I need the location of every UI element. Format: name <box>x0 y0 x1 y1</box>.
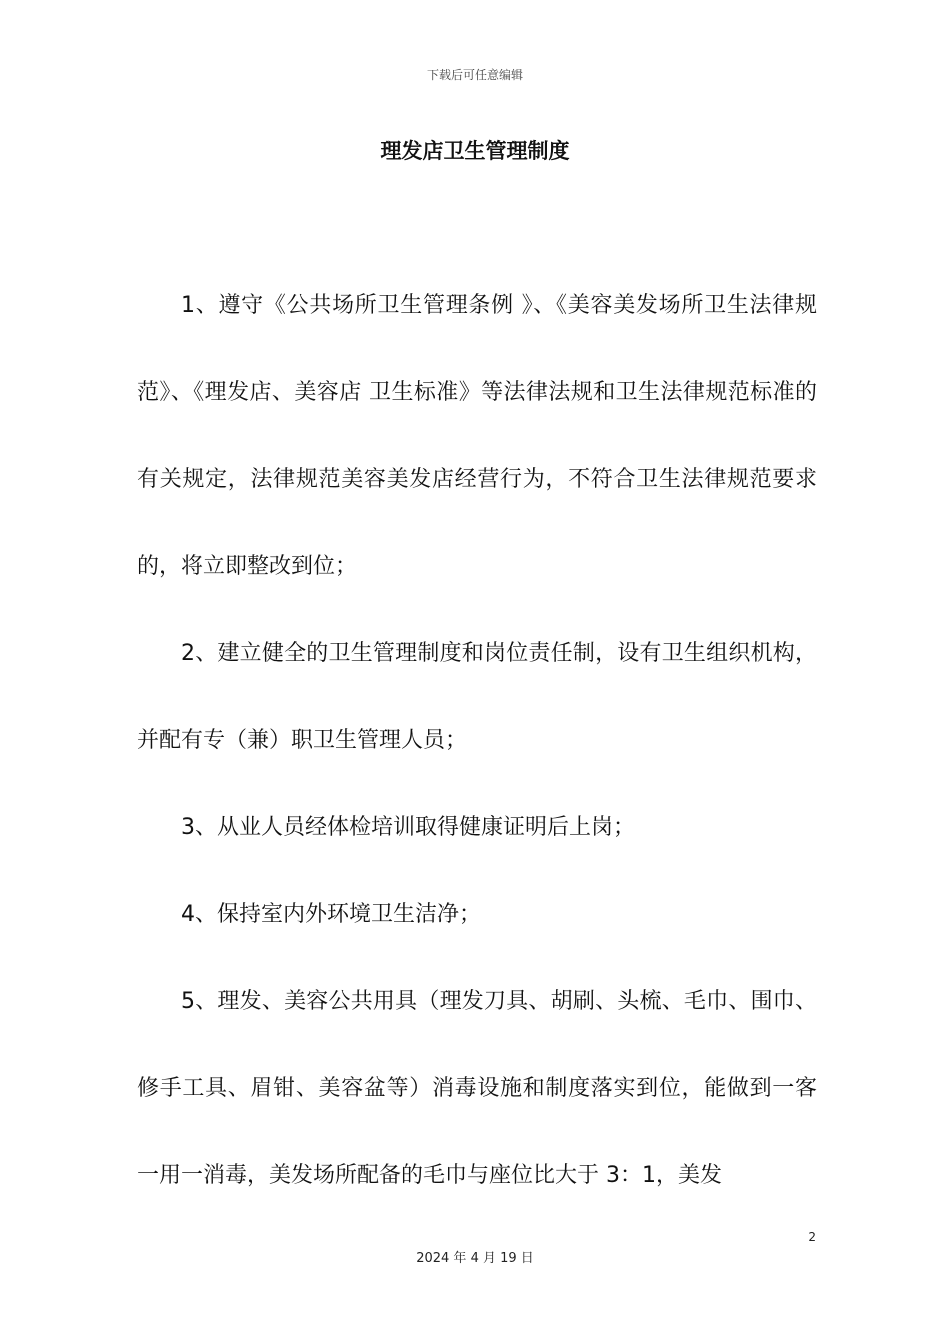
paragraph-3: 3、从业人员经体检培训取得健康证明后上岗； <box>181 815 635 840</box>
footer-date: 2024 年 4 月 19 日 <box>416 1251 534 1266</box>
document-body <box>137 262 817 1219</box>
document-title: 理发店卫生管理制度 <box>380 139 570 163</box>
paragraph-5: 5、理发、美容公共用具（理发刀具、胡刷、头梳、毛巾、围巾、修手工具、眉钳、美容盆等）消毒设施和制度落实到位，能做到一客一用一消毒，美发场所配备的毛巾与座位比大于 3：1，美发 <box>137 989 817 1188</box>
paragraph-1: 1、遵守《公共场所卫生管理条例 》、《美容美发场所卫生法律规范》、《理发店、美容店 卫生标准》等法律法规和卫生法律规范标准的有关规定，法律规范美容美发店经营行为，不符合卫生法律规范要求的，将立即整改到位； <box>137 293 817 579</box>
paragraph-4: 4、保持室内外环境卫生洁净； <box>181 902 481 927</box>
paragraph-2: 2、建立健全的卫生管理制度和岗位责任制，设有卫生组织机构，并配有专（兼）职卫生管理人员； <box>137 641 817 753</box>
header-note: 下载后可任意编辑 <box>426 68 523 82</box>
page-number: 2 <box>808 1230 816 1244</box>
